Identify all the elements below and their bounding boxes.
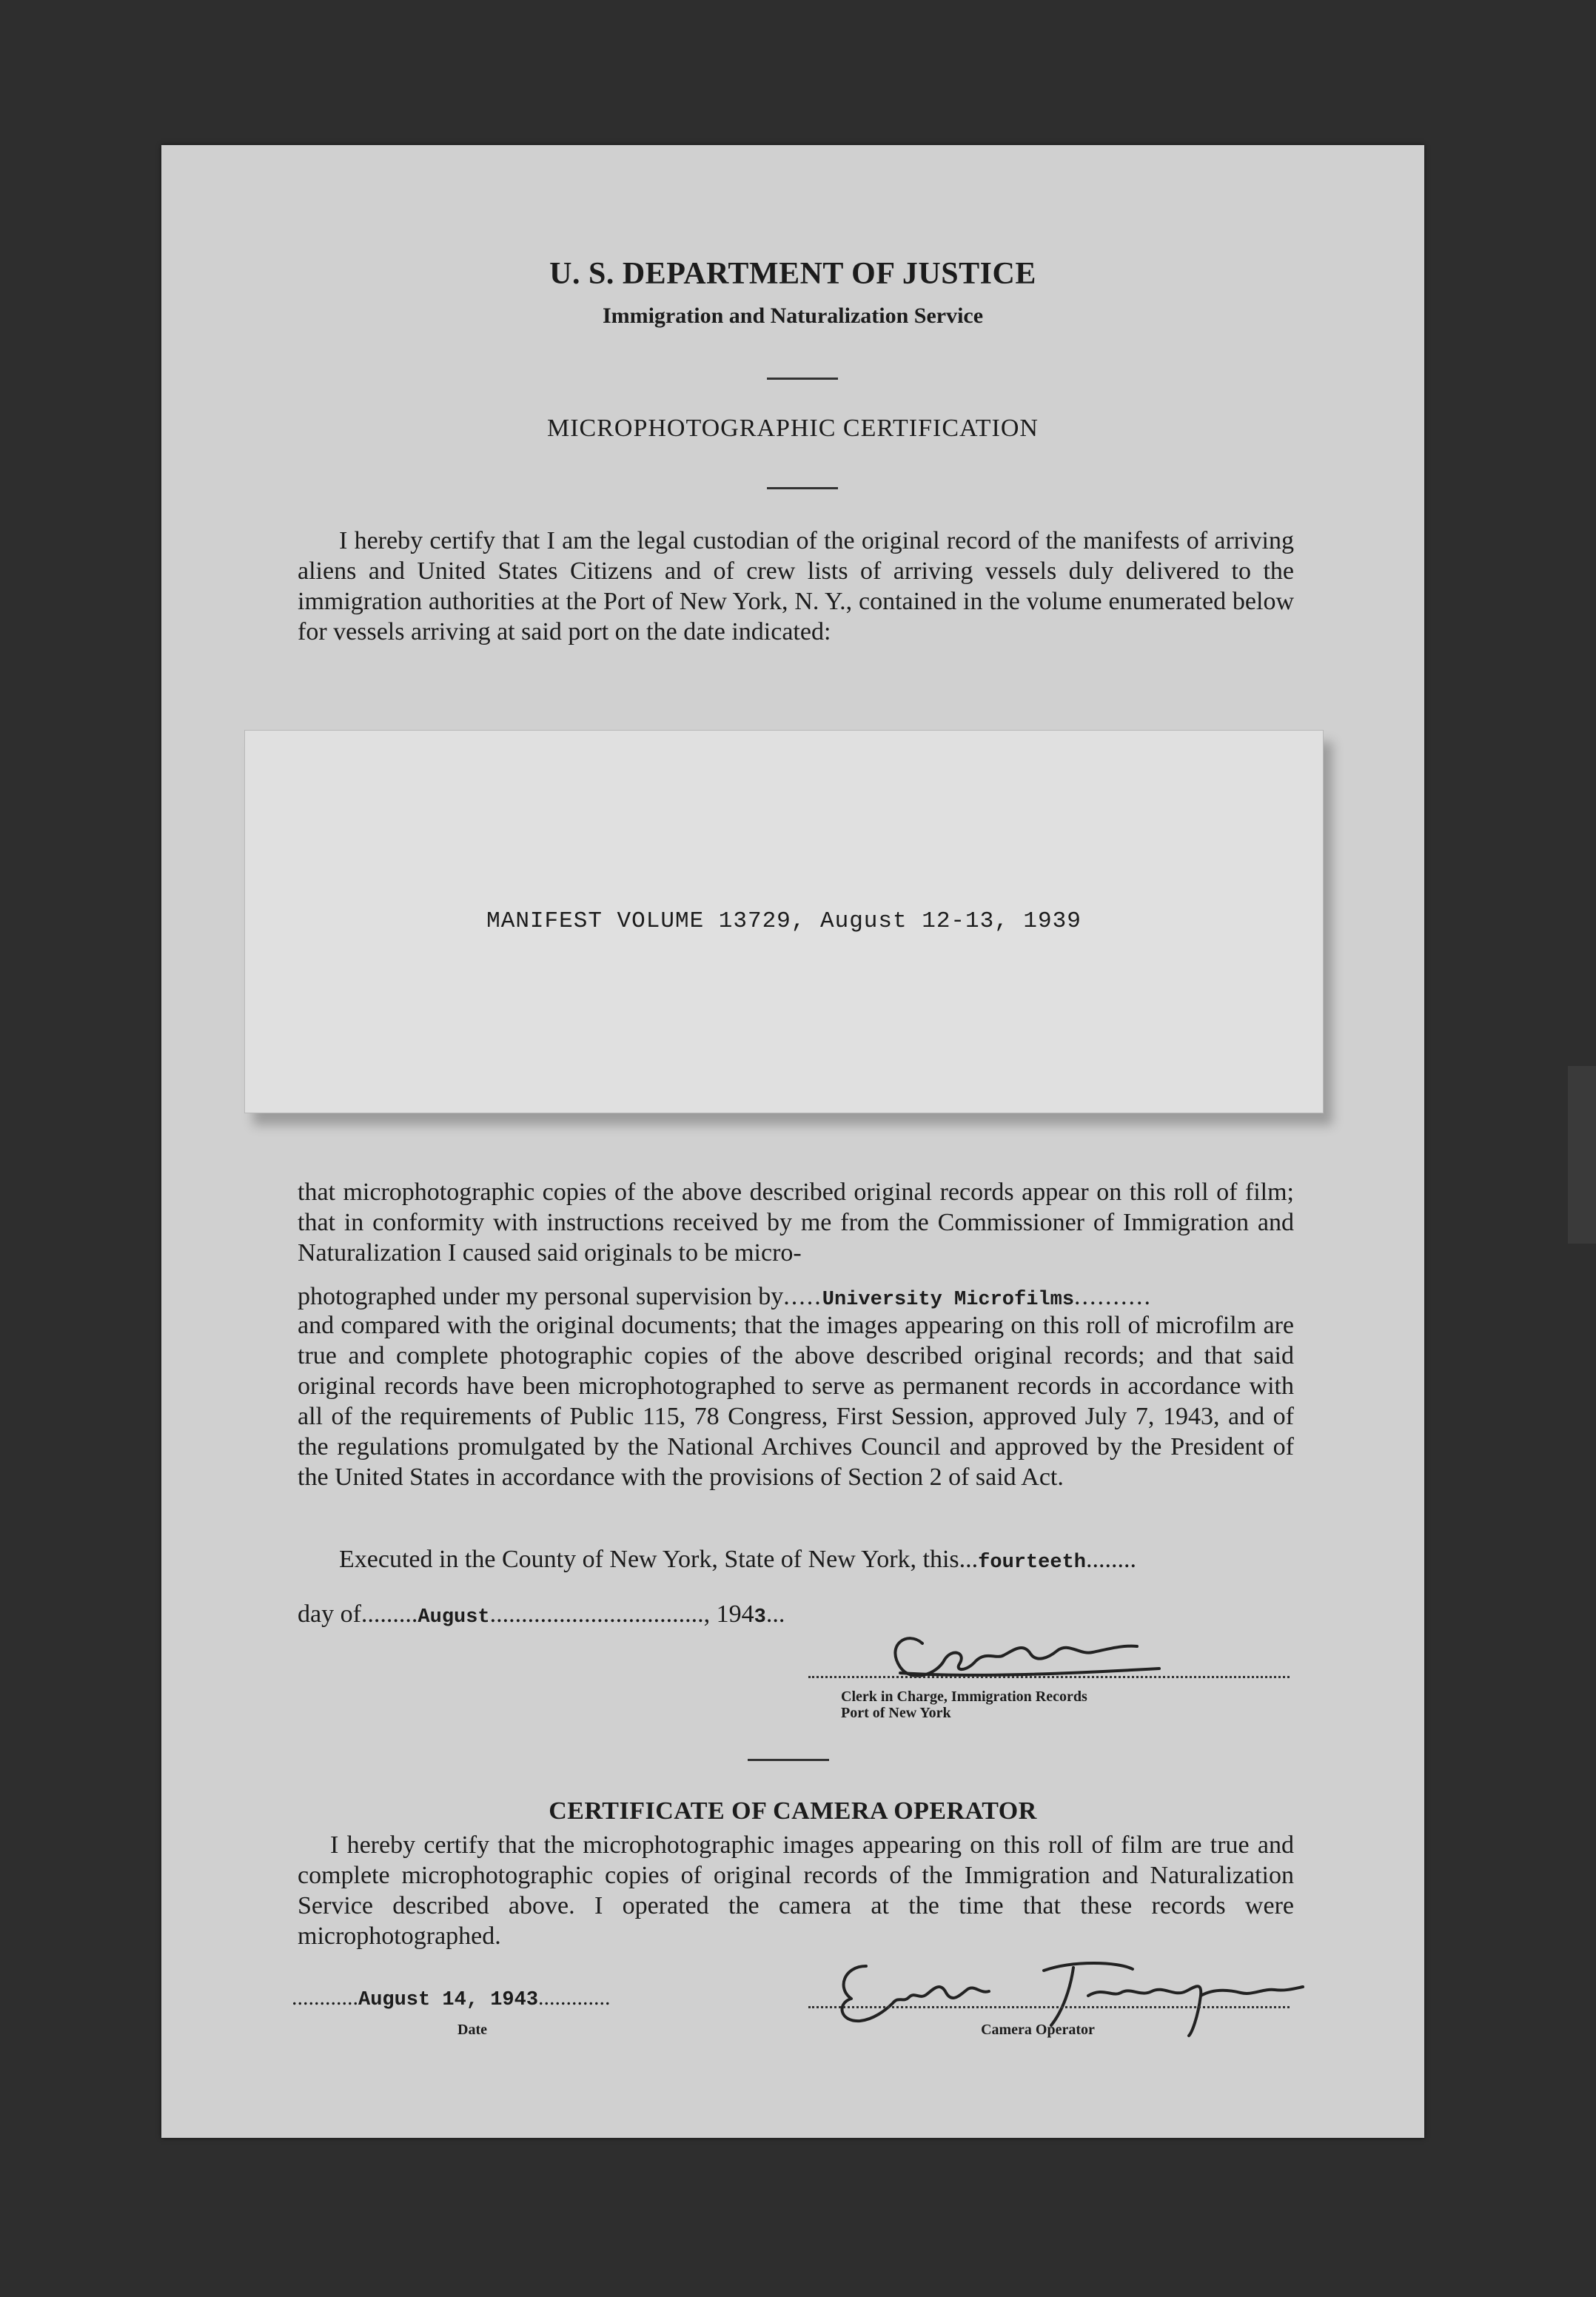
divider-rule-top xyxy=(767,378,838,380)
executed-line: Executed in the County of New York, State of New York, this...fourteeth........ xyxy=(339,1546,1136,1574)
intro-paragraph: I hereby certify that I am the legal custodian of the original record of the manifests of arriving aliens and United States Citizens and of crew lists of arriving vessels duly delivered to the immigration authorities at the Port of New York, N. Y., contained in the volume enumerated below for vessels arriving at said port on the date indicated: xyxy=(298,527,1294,645)
camera-operator-paragraph: I hereby certify that the microphotographic images appearing on this roll of film are true and complete microphotographic copies of original records of the Immigration and Naturalization Service described above. I operated the camera at the time that these records were microphotographed. xyxy=(298,1831,1294,1950)
service-subheading: Immigration and Naturalization Service xyxy=(602,304,984,328)
body-paragraph-part2: and compared with the original documents; that the images appearing on this roll of microfilm are true and complete photographic copies of the above described original records; and that said original records have been microphotographed to serve as permanent records in accordance with all of the requirements of Public 115, 78 Congress, First Session, approved July 7, 1943, and of the regulations promulgated by the National Archives Council and approved by the President of the United States in accordance with the provisions of Section 2 of said Act. xyxy=(298,1312,1294,1491)
operator-signature-line xyxy=(808,2006,1290,2008)
executed-day-value: fourteeth xyxy=(978,1552,1086,1574)
clerk-signature xyxy=(878,1615,1174,1697)
divider-rule-title xyxy=(767,487,838,489)
year-digit: 3 xyxy=(754,1606,766,1629)
camera-operator-label: Camera Operator xyxy=(981,2022,1095,2038)
operator-date-line: ............August 14, 1943............. xyxy=(292,1985,611,2011)
film-edge-strip xyxy=(1568,1066,1596,1244)
manifest-volume-card xyxy=(244,730,1324,1113)
photographed-by-line: photographed under my personal supervision by.....University Microfilms.......... xyxy=(298,1283,1153,1311)
clerk-signature-line xyxy=(808,1676,1290,1678)
photographed-by-value: University Microfilms xyxy=(822,1289,1075,1311)
operator-date-label: Date xyxy=(457,2022,487,2038)
certificate-page xyxy=(161,145,1424,2138)
body-paragraph-part1: that microphotographic copies of the above described original records appear on this roll of film; that in conformity with instructions received by me from the Commissioner of Immigration and Naturalization I caused said originals to be micro- xyxy=(298,1178,1294,1267)
document-title: MICROPHOTOGRAPHIC CERTIFICATION xyxy=(546,415,1039,442)
day-of-label: day of xyxy=(298,1600,361,1628)
camera-operator-heading: CERTIFICATE OF CAMERA OPERATOR xyxy=(549,1797,1037,1825)
month-value: August xyxy=(418,1606,490,1629)
department-heading: U. S. DEPARTMENT OF JUSTICE xyxy=(549,257,1036,291)
photographed-by-prefix: photographed under my personal supervision by xyxy=(298,1283,784,1310)
clerk-title-line1: Clerk in Charge, Immigration Records xyxy=(841,1689,1087,1705)
divider-rule-bottom xyxy=(748,1759,829,1761)
executed-prefix: Executed in the County of New York, State of New York, this xyxy=(339,1546,959,1573)
operator-date-value: August 14, 1943 xyxy=(358,1989,539,2011)
manifest-volume-text: MANIFEST VOLUME 13729, August 12-13, 1939 xyxy=(486,908,1082,934)
year-prefix: , 194 xyxy=(703,1600,754,1628)
clerk-title-line2: Port of New York xyxy=(841,1705,951,1721)
day-of-line: day of.........August.................................., 1943... xyxy=(298,1600,785,1629)
